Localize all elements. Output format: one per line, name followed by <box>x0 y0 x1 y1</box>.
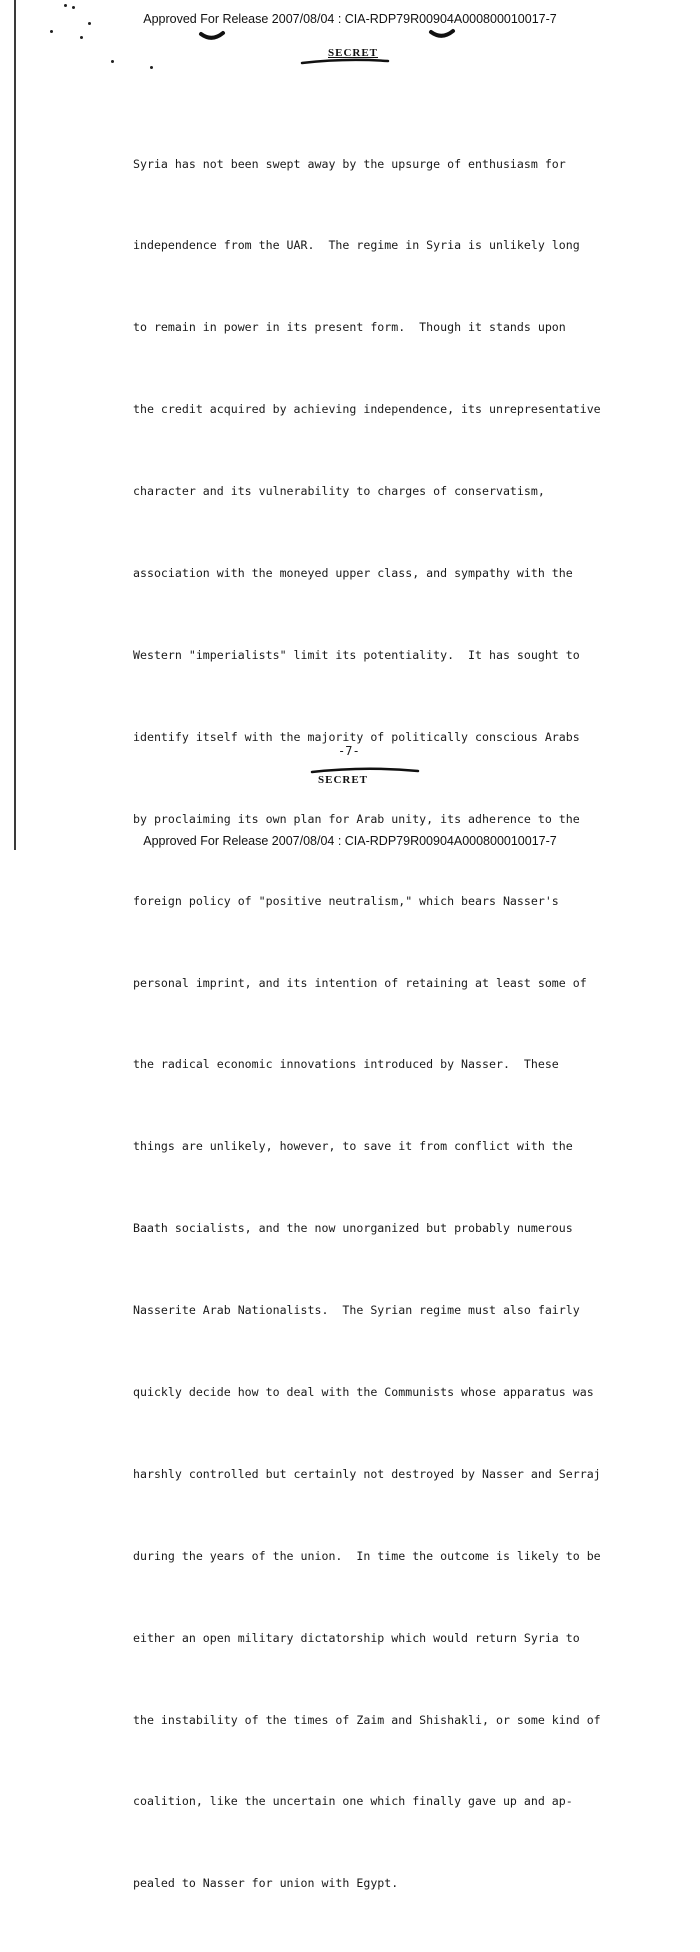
classification-header: SECRET <box>328 47 379 59</box>
scan-speck <box>111 60 114 63</box>
left-margin-rule <box>14 0 16 850</box>
body-line: Baath socialists, and the now unorganized but probably numerous <box>133 1221 573 1236</box>
body-line: the credit acquired by achieving independence, its unrepresentative <box>133 402 601 417</box>
body-line: things are unlikely, however, to save it from conflict with the <box>133 1139 573 1154</box>
body-line: Syria has not been swept away by the upsurge of enthusiasm for <box>133 156 566 171</box>
page-number: -7- <box>338 744 360 758</box>
body-line: quickly decide how to deal with the Communists whose apparatus was <box>133 1384 594 1399</box>
body-line: association with the moneyed upper class, and sympathy with the <box>133 566 573 581</box>
body-line: the instability of the times of Zaim and Shishakli, or some kind of <box>133 1712 601 1727</box>
body-line: either an open military dictatorship which would return Syria to <box>133 1630 580 1645</box>
scan-speck <box>80 36 83 39</box>
body-line: by proclaiming its own plan for Arab unity, its adherence to the <box>133 811 580 826</box>
body-line: Nasserite Arab Nationalists. The Syrian regime must also fairly <box>133 1303 580 1318</box>
body-line: during the years of the union. In time the outcome is likely to be <box>133 1548 601 1563</box>
body-line: independence from the UAR. The regime in Syria is unlikely long <box>133 238 580 253</box>
body-line: harshly controlled but certainly not destroyed by Nasser and Serraj <box>133 1466 601 1481</box>
classification-underline-top <box>300 56 390 66</box>
body-line: Western "imperialists" limit its potentiality. It has sought to <box>133 647 580 662</box>
body-line: to remain in power in its present form. Though it stands upon <box>133 320 566 335</box>
classification-footer: SECRET <box>318 774 369 786</box>
body-line: pealed to Nasser for union with Egypt. <box>133 1876 399 1891</box>
scan-speck <box>72 6 75 9</box>
body-line: personal imprint, and its intention of retaining at least some of <box>133 975 587 990</box>
scan-speck <box>50 30 53 33</box>
scan-speck <box>150 66 153 69</box>
release-stamp-bottom: Approved For Release 2007/08/04 : CIA-RDP79R00904A000800010017-7 <box>143 834 557 848</box>
body-line: foreign policy of "positive neutralism," which bears Nasser's <box>133 893 559 908</box>
body-line: the radical economic innovations introduced by Nasser. These <box>133 1057 559 1072</box>
document-body <box>133 96 613 1952</box>
redaction-mark-right <box>430 28 454 40</box>
body-line: coalition, like the uncertain one which finally gave up and ap- <box>133 1794 573 1809</box>
body-line: character and its vulnerability to charges of conservatism, <box>133 484 545 499</box>
release-stamp-top: Approved For Release 2007/08/04 : CIA-RDP79R00904A000800010017-7 <box>143 12 557 26</box>
redaction-mark-left <box>200 30 224 42</box>
scan-speck <box>64 4 67 7</box>
body-line: identify itself with the majority of politically conscious Arabs <box>133 729 580 744</box>
